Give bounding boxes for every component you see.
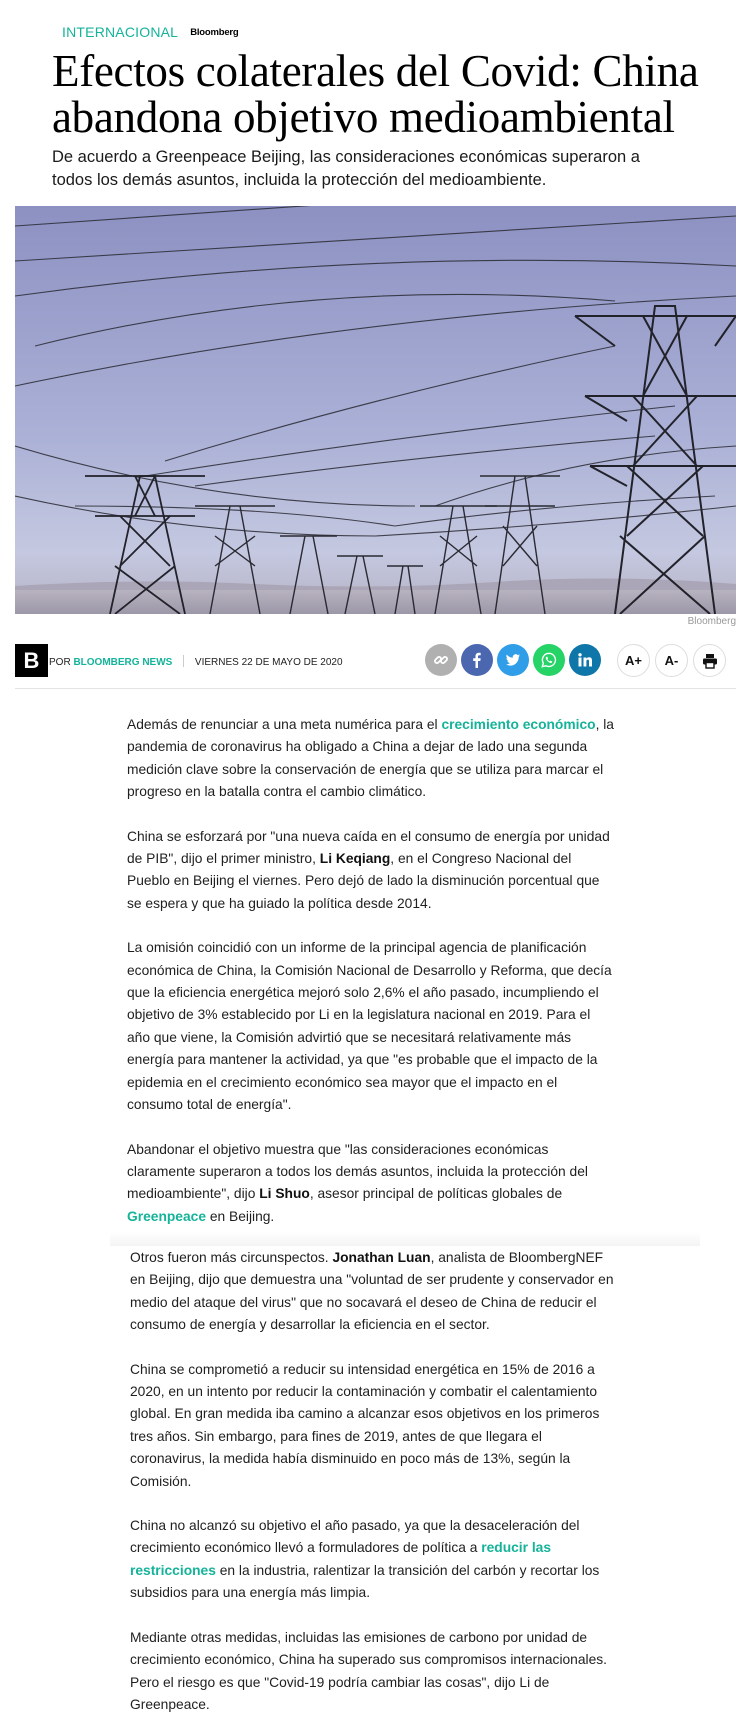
article-kicker	[62, 24, 239, 40]
share-whatsapp-button[interactable]	[533, 644, 565, 676]
bloomberg-logo: B	[15, 644, 48, 677]
power-lines-photo	[15, 206, 736, 614]
section-label[interactable]: INTERNACIONAL	[62, 24, 179, 40]
whatsapp-icon	[541, 652, 557, 668]
twitter-icon	[505, 652, 521, 668]
article-subtitle: De acuerdo a Greenpeace Beijing, las consideraciones económicas superaron a todos los demás asuntos, incluida la protección del medioambiente.	[52, 148, 640, 189]
paragraph-4: Abandonar el objetivo muestra que "las consideraciones económicas claramente superaron a todos los demás asuntos, incluida la protección del medioambiente", dijo Li Shuo, asesor principal de políticas globales de Greenpeace en Beijing.	[127, 1141, 588, 1224]
article-headline: Efectos colaterales del Covid: China abandona objetivo medioambiental	[52, 46, 699, 142]
byline	[49, 655, 343, 668]
paragraph-3: La omisión coincidió con un informe de la principal agencia de planificación económica de China, la Comisión Nacional de Desarrollo y Reforma, que decía que la eficiencia energética mejoró solo 2,6% el año pasado, incumpliendo el objetivo de 3% establecido por Li en la legislatura nacional en 2019. Para el año que viene, la Comisión advirtió que se necesitará relativamente más energía para mantener la actividad, ya que "es probable que el impacto de la epidemia en el crecimiento económico sea mayor que el impacto en el consumo total de energía".	[127, 940, 612, 1113]
hero-photo	[15, 206, 736, 614]
facebook-icon	[469, 652, 485, 668]
print-icon	[702, 653, 718, 669]
share-facebook-button[interactable]	[461, 644, 493, 676]
byline-divider	[183, 655, 184, 667]
print-button[interactable]	[693, 644, 726, 677]
name-jonathan-luan: Jonathan Luan	[332, 1250, 431, 1265]
link-crecimiento-economico[interactable]: crecimiento económico	[441, 717, 596, 732]
ad-slot-divider	[110, 1232, 700, 1246]
paragraph-5: Otros fueron más circunspectos. Jonathan Luan, analista de BloombergNEF en Beijing, dijo que demuestra una "voluntad de ser prudente y conservador en medio del ataque del virus" que no socavará el deseo de China de reducir el consumo de energía y desarrollar la eficiencia en el sector.	[130, 1250, 614, 1333]
font-decrease-button[interactable]: A-	[655, 644, 688, 677]
byline-prefix: POR	[49, 657, 71, 668]
link-icon	[433, 652, 449, 668]
article-body-continued	[130, 1247, 620, 1716]
share-link-button[interactable]	[425, 644, 457, 676]
name-li-keqiang: Li Keqiang	[319, 851, 391, 867]
author-link[interactable]: BLOOMBERG NEWS	[73, 657, 173, 668]
paragraph-7: China no alcanzó su objetivo el año pasado, ya que la desaceleración del crecimiento económico llevó a formuladores de política a reducir las restricciones en la industria, ralentizar la transición del carbón y recortar los subsidios para una energía más limpia.	[130, 1518, 600, 1601]
source-label: Bloomberg	[190, 26, 239, 38]
publish-date: VIERNES 22 DE MAYO DE 2020	[194, 657, 343, 668]
article-body	[127, 714, 615, 1228]
paragraph-6: China se comprometió a reducir su intensidad energética en 15% de 2016 a 2020, en un intento por reducir la contaminación y combatir el calentamiento global. En gran medida iba camino a alcanzar esos objetivos en los primeros tres años. Sin embargo, para fines de 2019, antes de que llegara el coronavirus, la medida había disminuido en poco más de 13%, según la Comisión.	[130, 1361, 600, 1489]
link-reducir-restricciones[interactable]: reducir las restricciones	[130, 1540, 552, 1578]
share-linkedin-button[interactable]	[569, 644, 601, 676]
paragraph-2: China se esforzará por "una nueva caída en el consumo de energía por unidad de PIB", dijo el primer ministro, Li Keqiang, en el Congreso Nacional del Pueblo en Beijing el viernes. Pero dejó de lado la disminución porcentual que se espera y que ha guiado la política desde 2014.	[127, 828, 610, 911]
meta-divider	[15, 688, 736, 689]
link-greenpeace[interactable]: Greenpeace	[127, 1208, 206, 1224]
paragraph-1: Además de renunciar a una meta numérica para el crecimiento económico, la pandemia de coronavirus ha obligado a China a dejar de lado una segunda medición clave sobre la conservación de energía que se utiliza para marcar el progreso en la batalla contra el cambio climático.	[127, 717, 614, 800]
article-meta-bar	[15, 644, 736, 688]
paragraph-8: Mediante otras medidas, incluidas las emisiones de carbono por unidad de crecimiento económico, China ha superado sus compromisos internacionales. Pero el riesgo es que "Covid-19 podría cambiar las cosas", dijo Li de Greenpeace.	[130, 1629, 607, 1712]
name-li-shuo: Li Shuo	[259, 1186, 310, 1202]
share-twitter-button[interactable]	[497, 644, 529, 676]
photo-credit: Bloomberg	[687, 616, 736, 627]
linkedin-icon	[577, 652, 593, 668]
font-increase-button[interactable]: A+	[617, 644, 650, 677]
